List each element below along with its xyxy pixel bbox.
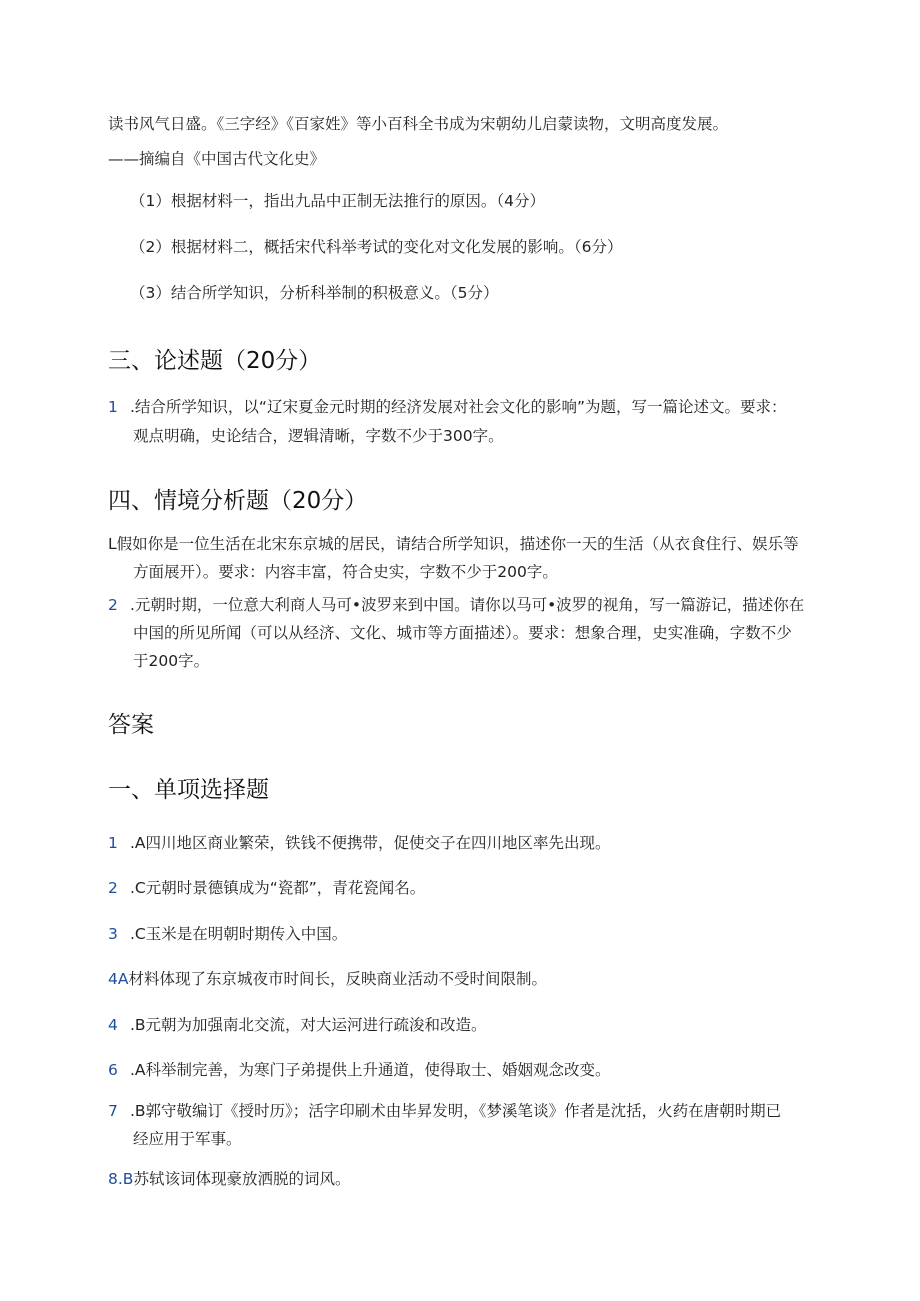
question-text: .元朝时期，一位意大利商人马可•波罗来到中国。请你以马可•波罗的视角，写一篇游记，描述你在 — [130, 596, 805, 614]
section-3-title: 三、论述题（20分） — [108, 348, 322, 374]
section-4-question-2 — [108, 594, 804, 616]
answer-text: .C玉米是在明朝时期传入中国。 — [130, 925, 348, 943]
material-text-line: 读书风气日盛。《三字经》《百家姓》等小百科全书成为宋朝幼儿启蒙读物，文明高度发展。 — [108, 115, 729, 133]
answer-number: 4 — [108, 1016, 118, 1034]
question-number: 2 — [108, 596, 118, 614]
answer-number: 3 — [108, 925, 118, 943]
answer-text: .B郭守敬编订《授时历》；活字印刷术由毕昇发明，《梦溪笔谈》作者是沈括，火药在唐朝时期已 — [130, 1102, 782, 1120]
answers-title: 答案 — [108, 712, 154, 738]
answer-number: 7 — [108, 1102, 118, 1120]
answer-text: .B元朝为加强南北交流，对大运河进行疏浚和改造。 — [130, 1016, 487, 1034]
answer-text: .A四川地区商业繁荣，铁钱不便携带，促使交子在四川地区率先出现。 — [130, 834, 611, 852]
answer-number: 4A — [108, 970, 129, 988]
sub-question-1: （1）根据材料一，指出九品中正制无法推行的原因。（4分） — [130, 192, 545, 210]
answer-text: 苏轼该词体现豪放洒脱的词风。 — [133, 1170, 351, 1188]
answer-item — [108, 1168, 350, 1190]
answer-item — [108, 923, 347, 945]
section-4-question-2-cont: 中国的所见所闻（可以从经济、文化、城市等方面描述）。要求：想象合理，史实准确，字数不少 — [133, 624, 792, 642]
section-4-question-1-cont: 方面展开）。要求：内容丰富，符合史实，字数不少于200字。 — [133, 563, 558, 581]
question-number: L — [108, 535, 117, 553]
answer-number: 8.B — [108, 1170, 134, 1188]
answer-text: 材料体现了东京城夜市时间长，反映商业活动不受时间限制。 — [128, 970, 547, 988]
answer-number: 2 — [108, 879, 118, 897]
answer-item — [108, 832, 611, 854]
question-number: 1 — [108, 398, 118, 416]
sub-question-2: （2）根据材料二，概括宋代科举考试的变化对文化发展的影响。（6分） — [130, 238, 623, 256]
question-text: .结合所学知识，以“辽宋夏金元时期的经济发展对社会文化的影响”为题，写一篇论述文。要求： — [130, 398, 787, 416]
answers-section-1-title: 一、单项选择题 — [108, 777, 269, 803]
answer-item — [108, 1014, 487, 1036]
answer-item — [108, 1059, 611, 1081]
answer-number: 1 — [108, 834, 118, 852]
section-3-question-1-cont: 观点明确，史论结合，逻辑清晰，字数不少于300字。 — [133, 427, 504, 445]
section-4-question-2-cont2: 于200字。 — [133, 652, 210, 670]
sub-question-3: （3）结合所学知识，分析科举制的积极意义。（5分） — [130, 284, 499, 302]
section-3-question-1 — [108, 396, 787, 418]
answer-text: .A科举制完善，为寒门子弟提供上升通道，使得取士、婚姻观念改变。 — [130, 1061, 611, 1079]
answer-text: .C元朝时景德镇成为“瓷都”，青花瓷闻名。 — [130, 879, 426, 897]
question-text: 假如你是一位生活在北宋东京城的居民，请结合所学知识，描述你一天的生活（从衣食住行、娱乐等 — [116, 535, 799, 553]
answer-number: 6 — [108, 1061, 118, 1079]
section-4-title: 四、情境分析题（20分） — [108, 488, 368, 514]
answer-item — [108, 877, 425, 899]
answer-item — [108, 1100, 781, 1122]
answer-item — [108, 968, 547, 990]
section-4-question-1 — [108, 533, 799, 555]
answer-item-cont: 经应用于军事。 — [133, 1130, 242, 1148]
material-source: ——摘编自《中国古代文化史》 — [108, 150, 326, 168]
